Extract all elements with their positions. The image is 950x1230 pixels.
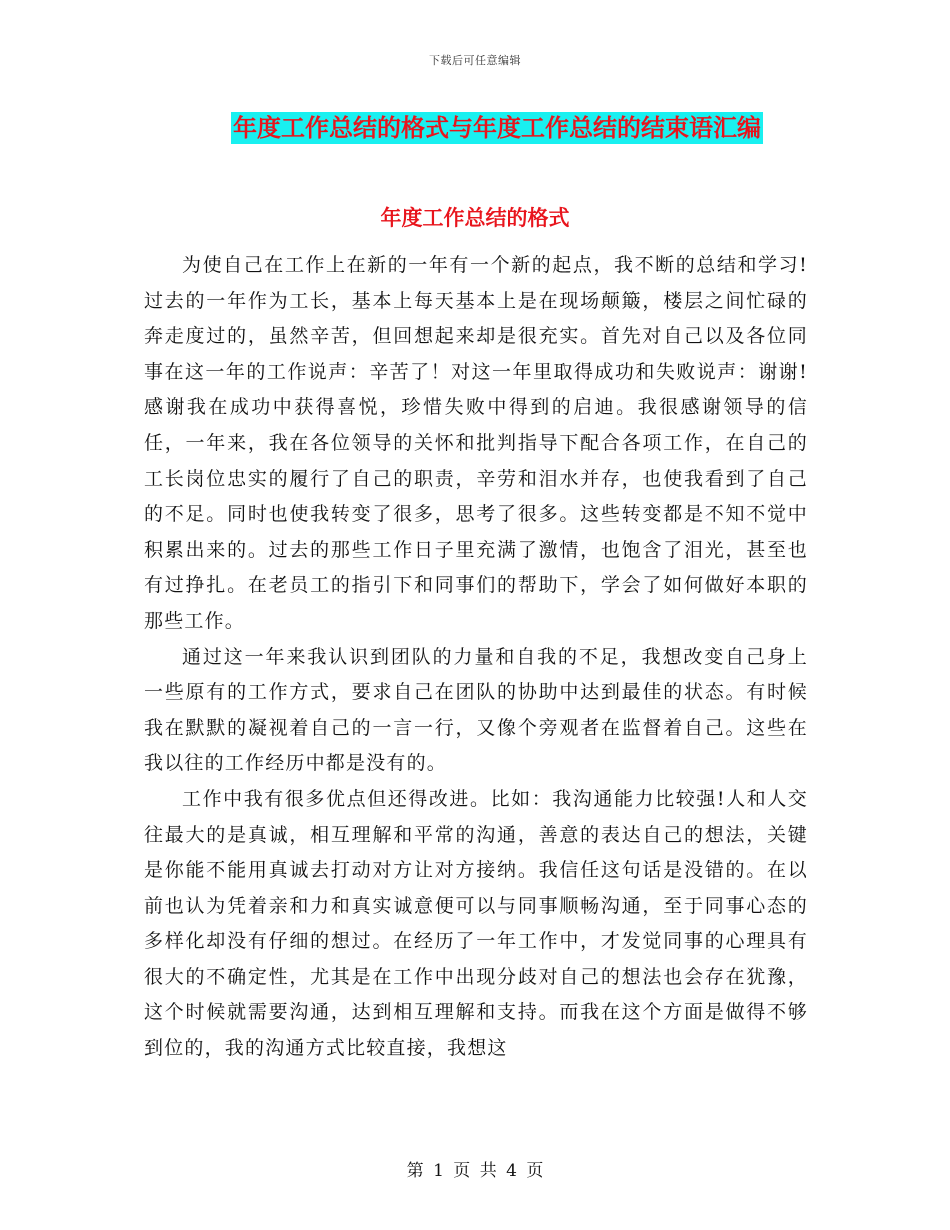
main-title: 年度工作总结的格式与年度工作总结的结束语汇编 (233, 113, 761, 142)
main-title-container (0, 112, 950, 144)
page-number-footer: 第 1 页 共 4 页 (406, 1161, 544, 1181)
body-text (144, 248, 808, 1067)
section-title: 年度工作总结的格式 (380, 205, 570, 230)
paragraph: 为使自己在工作上在新的一年有一个新的起点，我不断的总结和学习!过去的一年作为工长，基本上每天基本上是在现场颠簸，楼层之间忙碌的奔走度过的，虽然辛苦，但回想起来却是很充实。首先对自己以及各位同事在这一年的工作说声：辛苦了！对这一年里取得成功和失败说声：谢谢!感谢我在成功中获得喜悦，珍惜失败中得到的启迪。我很感谢领导的信任，一年来，我在各位领导的关怀和批判指导下配合各项工作，在自己的工长岗位忠实的履行了自己的职责，辛劳和泪水并存，也使我看到了自己的不足。同时也使我转变了很多，思考了很多。这些转变都是不知不觉中积累出来的。过去的那些工作日子里充满了激情，也饱含了泪光，甚至也有过挣扎。在老员工的指引下和同事们的帮助下，学会了如何做好本职的那些工作。 (144, 254, 808, 632)
paragraph: 通过这一年来我认识到团队的力量和自我的不足，我想改变自己身上一些原有的工作方式，要求自己在团队的协助中达到最佳的状态。有时候我在默默的凝视着自己的一言一行，又像个旁观者在监督着自己。这些在我以往的工作经历中都是没有的。 (144, 645, 808, 775)
paragraph: 工作中我有很多优点但还得改进。比如：我沟通能力比较强!人和人交往最大的是真诚，相互理解和平常的沟通，善意的表达自己的想法，关键是你能不能用真诚去打动对方让对方接纳。我信任这句话是没错的。在以前也认为凭着亲和力和真实诚意便可以与同事顺畅沟通，至于同事心态的多样化却没有仔细的想过。在经历了一年工作中，才发觉同事的心理具有很大的不确定性，尤其是在工作中出现分歧对自己的想法也会存在犹豫，这个时候就需要沟通，达到相互理解和支持。而我在这个方面是做得不够到位的，我的沟通方式比较直接，我想这 (144, 787, 808, 1060)
header-note: 下载后可任意编辑 (429, 54, 521, 67)
